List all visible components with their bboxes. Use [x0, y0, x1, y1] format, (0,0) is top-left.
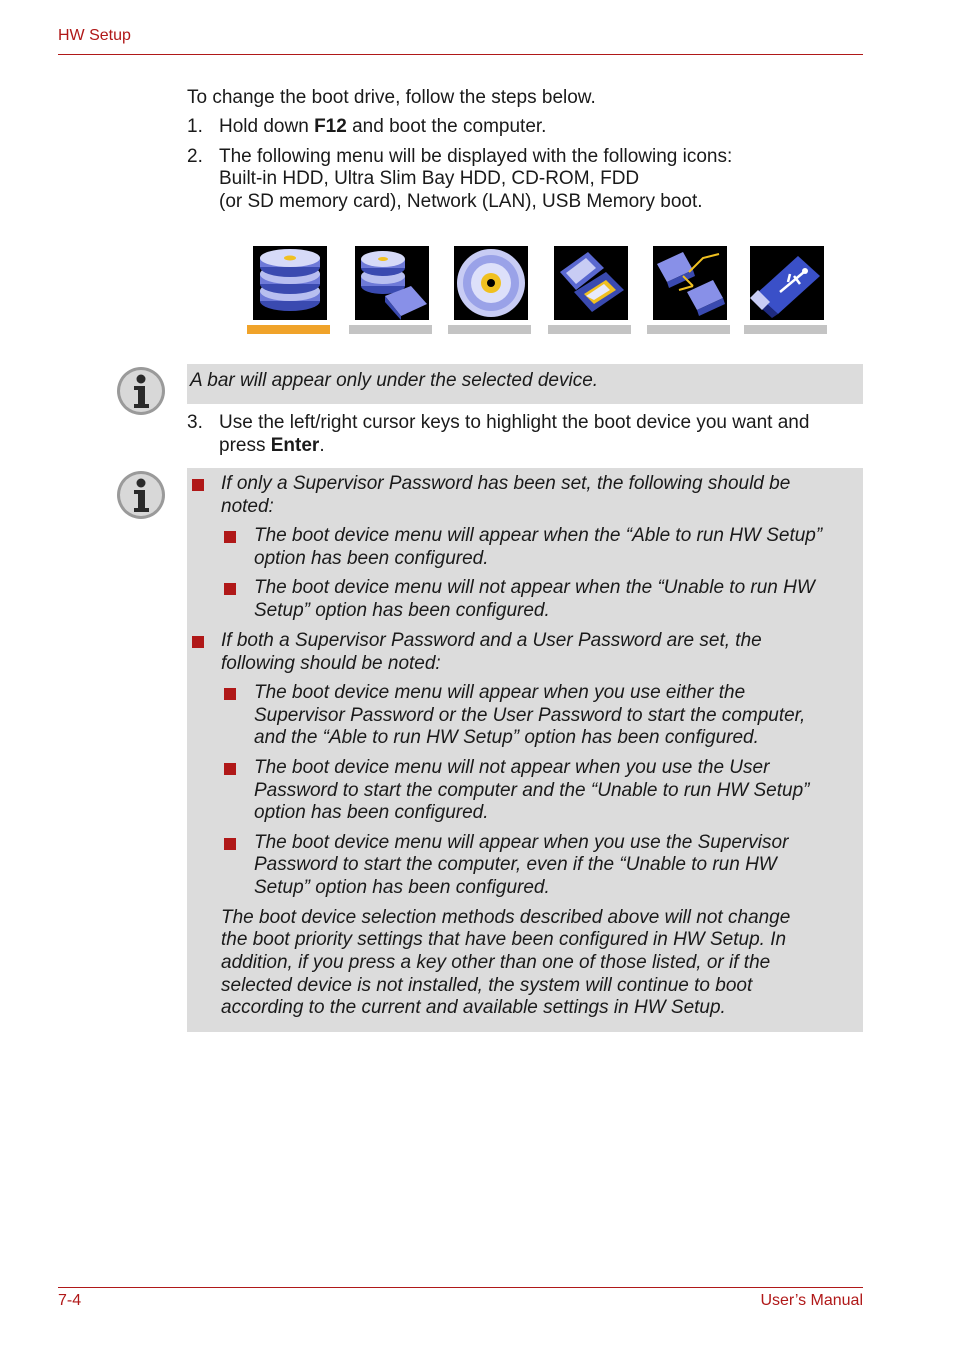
- bullet-text: noted:: [221, 496, 274, 517]
- step-number: 2.: [187, 146, 203, 167]
- sub-bullet-text: The boot device menu will appear when you use either the: [254, 682, 746, 703]
- bullet-text: If only a Supervisor Password has been set, the following should be: [221, 473, 791, 494]
- bullet-square: [224, 838, 236, 850]
- sub-bullet-text: Password to start the computer and the “Unable to run HW Setup”: [254, 780, 810, 801]
- sub-bullet-text: Password to start the computer, even if the “Unable to run HW: [254, 854, 777, 875]
- sub-bullet-text: Setup” option has been configured.: [254, 877, 550, 898]
- step-text-line: Built-in HDD, Ultra Slim Bay HDD, CD-ROM, FDD: [219, 168, 640, 189]
- note-box: [187, 364, 863, 404]
- manual-title: User’s Manual: [760, 1292, 863, 1309]
- step-text-line: press Enter.: [219, 435, 325, 456]
- info-icon: [116, 366, 166, 416]
- sub-bullet-text: The boot device menu will appear when you use the Supervisor: [254, 832, 789, 853]
- note-text: A bar will appear only under the selected device.: [190, 370, 599, 391]
- sub-bullet-text: Setup” option has been configured.: [254, 600, 550, 621]
- sub-bullet-text: and the “Able to run HW Setup” option has been configured.: [254, 727, 759, 748]
- intro-text: To change the boot drive, follow the steps below.: [187, 87, 596, 108]
- footer-rule: [58, 1287, 863, 1288]
- sub-bullet-text: The boot device menu will appear when the “Able to run HW Setup”: [254, 525, 823, 546]
- sub-bullet-text: The boot device menu will not appear when you use the User: [254, 757, 770, 778]
- sub-bullet-text: option has been configured.: [254, 802, 489, 823]
- header-rule: [58, 54, 863, 55]
- network-lan-icon: [653, 246, 727, 320]
- info-icon: [116, 470, 166, 520]
- note-paragraph: addition, if you press a key other than one of those listed, or if the: [221, 952, 771, 973]
- step-number: 1.: [187, 116, 203, 137]
- running-header: HW Setup: [58, 27, 131, 44]
- bullet-text: following should be noted:: [221, 653, 441, 674]
- bullet-text: If both a Supervisor Password and a User Password are set, the: [221, 630, 762, 651]
- note-paragraph: according to the current and available settings in HW Setup.: [221, 997, 726, 1018]
- ultra-slim-bay-hdd-icon: [355, 246, 429, 320]
- note-paragraph: selected device is not installed, the system will continue to boot: [221, 975, 753, 996]
- sub-bullet-text: The boot device menu will not appear when the “Unable to run HW: [254, 577, 815, 598]
- sub-bullet-text: Supervisor Password or the User Password to start the computer,: [254, 705, 806, 726]
- bullet-square: [224, 531, 236, 543]
- page-number: 7-4: [58, 1292, 82, 1309]
- step-number: 3.: [187, 412, 203, 433]
- sub-bullet-text: option has been configured.: [254, 548, 489, 569]
- step-text: Hold down F12 and boot the computer.: [219, 116, 547, 137]
- selection-bar: [744, 325, 827, 334]
- bullet-square: [224, 688, 236, 700]
- selection-bar: [247, 325, 330, 334]
- note-paragraph: The boot device selection methods described above will not change: [221, 907, 791, 928]
- note-box: [187, 468, 863, 1032]
- step-text-line: Use the left/right cursor keys to highlight the boot device you want and: [219, 412, 810, 433]
- fdd-sd-icon: [554, 246, 628, 320]
- usb-memory-icon: [750, 246, 824, 320]
- selection-bar: [349, 325, 432, 334]
- selection-bar: [448, 325, 531, 334]
- bullet-square: [192, 479, 204, 491]
- step-text-line: (or SD memory card), Network (LAN), USB Memory boot.: [219, 191, 703, 212]
- step-text-line: The following menu will be displayed with the following icons:: [219, 146, 733, 167]
- built-in-hdd-icon: [253, 246, 327, 320]
- bullet-square: [224, 583, 236, 595]
- bullet-square: [192, 636, 204, 648]
- cd-rom-icon: [454, 246, 528, 320]
- bullet-square: [224, 763, 236, 775]
- selection-bar: [548, 325, 631, 334]
- note-paragraph: the boot priority settings that have been configured in HW Setup. In: [221, 929, 787, 950]
- selection-bar: [647, 325, 730, 334]
